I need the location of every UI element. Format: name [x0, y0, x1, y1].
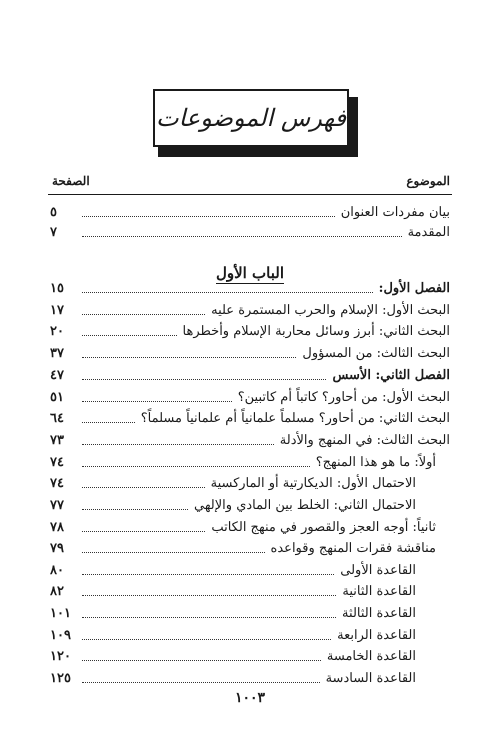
- toc-entry: [50, 341, 450, 362]
- toc-entry-title: البحث الأول: الإسلام والحرب المستمرة عليه: [211, 303, 450, 318]
- toc-entry-page: ٧: [50, 225, 57, 240]
- dot-leader: [82, 443, 274, 445]
- dot-leader: [82, 378, 326, 380]
- toc-entry-page: ٧٣: [50, 433, 64, 448]
- toc-entry: [50, 363, 450, 384]
- toc-entry: [50, 319, 450, 340]
- toc-entry-title: البحث الثالث: من المسؤول: [302, 346, 450, 361]
- toc-entry-title: الاحتمال الثاني: الخلط بين المادي والإلهي: [193, 498, 416, 513]
- toc-entry: [50, 579, 450, 600]
- toc-entry-title: الفصل الثاني: الأسس: [332, 368, 450, 383]
- page-number: ١٠٠٣: [234, 690, 266, 706]
- toc-entry-page: ٢٠: [50, 324, 64, 339]
- toc-entry-title: القاعدة الثالثة: [342, 606, 416, 621]
- dot-leader: [82, 659, 321, 661]
- toc-entry-page: ١٧: [50, 303, 64, 318]
- toc-entry-title: ثانياً: أوجه العجز والقصور في منهج الكاتب: [211, 520, 436, 535]
- toc-entry: [50, 298, 450, 319]
- toc-entry-page: ٥: [50, 205, 57, 220]
- toc-entry-title: البحث الأول: من أحاور؟ كاتباً أم كاتبين؟: [237, 390, 450, 405]
- toc-entry-page: ٧٩: [50, 541, 64, 556]
- toc-entry-title: الفصل الأول:: [378, 281, 450, 296]
- column-header-page: الصفحة: [52, 174, 90, 188]
- toc-entry: [50, 276, 450, 297]
- toc-entry-page: ٨٢: [50, 584, 64, 599]
- toc-entry-page: ٧٨: [50, 520, 64, 535]
- toc-entry-title: البحث الثالث: في المنهج والأدلة: [279, 433, 450, 448]
- dot-leader: [82, 235, 402, 237]
- page-title: فهرس الموضوعات: [156, 104, 346, 132]
- dot-leader: [82, 573, 334, 575]
- header-rule: [48, 194, 452, 195]
- toc-entry-title: الاحتمال الأول: الديكارتية أو الماركسية: [210, 476, 416, 491]
- toc-entry: [50, 515, 450, 536]
- toc-entry: [50, 666, 450, 687]
- toc-entry: [50, 406, 450, 427]
- toc-entry-page: ٧٧: [50, 498, 64, 513]
- toc-entry-page: ٤٧: [50, 368, 64, 383]
- toc-entry-page: ٨٠: [50, 563, 64, 578]
- dot-leader: [82, 400, 232, 402]
- dot-leader: [82, 215, 335, 217]
- toc-entry: [50, 493, 450, 514]
- dot-leader: [82, 334, 177, 336]
- title-box: [153, 89, 349, 147]
- toc-entry-page: ١٠١: [50, 606, 71, 621]
- dot-leader: [82, 681, 320, 683]
- toc-entry-page: ١٠٩: [50, 628, 71, 643]
- dot-leader: [82, 465, 310, 467]
- toc-entry-page: ٧٤: [50, 476, 64, 491]
- toc-entry-title: المقدمة: [407, 225, 450, 240]
- dot-leader: [82, 508, 188, 510]
- toc-entry-title: البحث الثاني: أبرز وسائل محاربة الإسلام وأخطرها: [182, 324, 450, 339]
- dot-leader: [82, 530, 205, 532]
- toc-entry: [50, 644, 450, 665]
- toc-entry-title: القاعدة الخامسة: [326, 649, 416, 664]
- dot-leader: [82, 594, 336, 596]
- toc-entry-title: مناقشة فقرات المنهج وقواعده: [270, 541, 436, 556]
- toc-entry-page: ٧٤: [50, 455, 64, 470]
- toc-entry-page: ٦٤: [50, 411, 64, 426]
- dot-leader: [82, 551, 265, 553]
- toc-entry-page: ٣٧: [50, 346, 64, 361]
- toc-entry-page: ١٥: [50, 281, 64, 296]
- toc-entry: [50, 428, 450, 449]
- chapter-heading-text: الباب الأول: [215, 264, 285, 282]
- toc-entry: [50, 558, 450, 579]
- toc-entry-page: ٥١: [50, 390, 64, 405]
- toc-entry-title: القاعدة السادسة: [325, 671, 416, 686]
- toc-entry-title: القاعدة الرابعة: [337, 628, 416, 643]
- dot-leader: [82, 421, 135, 423]
- toc-entry: [50, 623, 450, 644]
- dot-leader: [82, 616, 336, 618]
- toc-entry-title: القاعدة الأولى: [340, 563, 416, 578]
- toc-entry-title: البحث الثاني: من أحاور؟ مسلماً علمانياً أم علمانياً مسلماً؟: [140, 411, 450, 426]
- dot-leader: [82, 313, 205, 315]
- toc-entry: [50, 385, 450, 406]
- toc-entry-title: بيان مفردات العنوان: [340, 205, 450, 220]
- toc-entry-page: ١٢٠: [50, 649, 71, 664]
- toc-entry: [50, 536, 450, 557]
- column-header-topic: الموضوع: [406, 174, 450, 188]
- dot-leader: [82, 486, 205, 488]
- toc-entry-title: أولاً: ما هو هذا المنهج؟: [315, 455, 436, 470]
- dot-leader: [82, 356, 296, 358]
- toc-entry-title: القاعدة الثانية: [342, 584, 416, 599]
- toc-entry: [50, 200, 450, 221]
- toc-entry: [50, 471, 450, 492]
- dot-leader: [82, 638, 331, 640]
- toc-entry: [50, 601, 450, 622]
- toc-entry-page: ١٢٥: [50, 671, 71, 686]
- toc-entry: [50, 220, 450, 241]
- toc-entry: [50, 450, 450, 471]
- dot-leader: [82, 291, 373, 293]
